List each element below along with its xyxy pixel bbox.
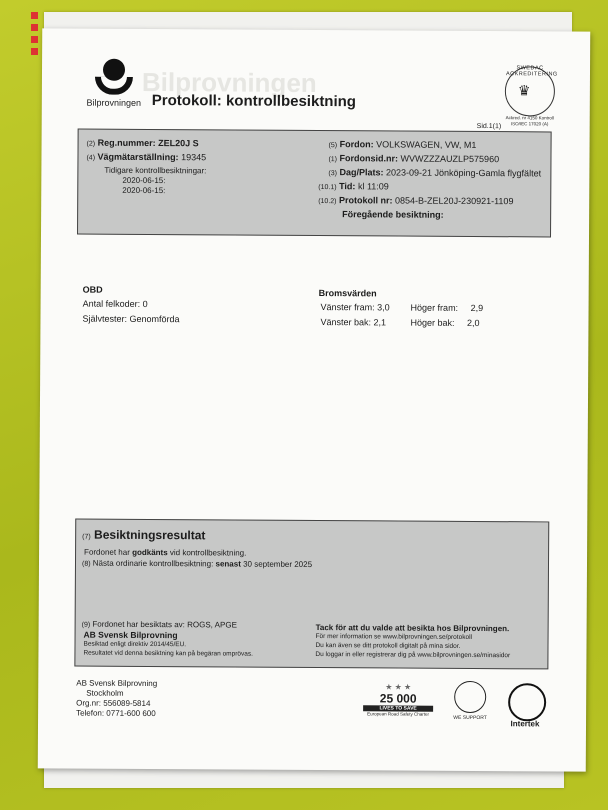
brake-left-front: 3,0 (377, 302, 390, 313)
previous-date: 2020-06-15: (122, 175, 166, 186)
previous-date: 2020-06-15: (122, 185, 166, 196)
next-inspection-date: 30 september 2025 (240, 559, 313, 569)
red-stamp-mark (31, 12, 38, 112)
stars-icon: ★ ★ ★ (385, 682, 412, 692)
badge-caption: European Road Safety Charter (367, 711, 429, 717)
footer-city: Stockholm (86, 688, 124, 698)
global-compact-badge (450, 681, 490, 721)
footer-orgnr: Org.nr: 556089-5814 (76, 698, 151, 709)
protocol-number: 0854-B-ZEL20J-230921-1109 (395, 195, 514, 207)
obd-title: OBD (82, 284, 103, 295)
date-place: 2023-09-21 Jönköping-Gamla flygfältet (385, 167, 542, 179)
footer-company: AB Svensk Bilprovning (76, 678, 158, 689)
vehicle-make: VOLKSWAGEN, VW, M1 (376, 139, 477, 150)
logo-swoosh-icon (95, 77, 133, 95)
brake-right-rear: 2,0 (466, 317, 480, 329)
intertek-globe-icon (508, 683, 546, 721)
accreditation-text: Ackred. nr 4150 Kontroll ISO/IEC 17020 (A) (505, 115, 554, 126)
directive: Besiktad enligt direktiv 2014/45/EU. (83, 640, 187, 649)
inspectors: Fordonet har besiktats av: ROGS, APGE (92, 619, 237, 630)
brakes-title: Bromsvärden (318, 288, 377, 299)
obd-error-codes: Antal felkoder: 0 (82, 298, 148, 309)
swedac-seal (505, 65, 558, 116)
previous-inspections-label: Tidigare kontrollbesiktningar: (104, 165, 207, 176)
footer-phone: Telefon: 0771-600 600 (76, 708, 156, 719)
approved-status: godkänts (132, 547, 168, 558)
inspection-protocol-page: Bilprovningen Bilprovningen Protokoll: kontrollbesiktning SWEDAC ACKREDITERING ♛ Ackred. nr 4150 Kontroll ISO/IEC 17020 (A) Sid.1(1) (2) Reg.nummer: ZEL20J S (4) Vägmätarställning: 19345 Tidigare kontrollbesiktningar: 2020-06-15: 2020-06-15: (5) Fordon: VOLKSWAGEN, VW, M1 (1) Fordonsid.nr: WVWZZZAUZLP575960 (3) Dag/Plats: 2023-09-21 Jönköping-Gamla flygfältet (10.1) Tid: kl 11:09 (10.2) Protokoll nr: 0854-B-ZEL20J-230921-1109 Föregående besiktning: OBD Antal felkoder: 0 Självtester: Genomförda Bromsvärden Vänster fram: 3,0 Höger fram: 2,9 Vänster bak: 2,1 Höger bak: 2,0 (7) Besiktningsresultat Fordonet har godkänts vid kontrollbesiktning. (8) Nästa ordinarie kontrollbesiktning: senast 30 september 2025 (9) Fordonet har besiktats av: ROGS, APGE AB Svensk Bilprovning Besiktad enligt direktiv 2014/45/EU. Resultatet vid denna besiktning kan på begäran omprövas. Tack för att du valde att besikta hos Bilprovningen. För mer information se www.bilprovningen.se/protokoll Du kan även se ditt protokoll digitalt på mina sidor. Du loggar in eller registrerar dig på www.bilprovningen.se/minasidor AB Svensk Bilprovning Stockholm Org.nr: 556089-5814 Telefon: 0771-600 600 ★ ★ ★ 25 000 LIVES TO SAVE European Road Safety Charter WE SUPPORT Intertek (38, 28, 591, 771)
result-title: Besiktningsresultat (94, 527, 206, 543)
vehicle-info-box: (2) Reg.nummer: ZEL20J S (4) Vägmätarställning: 19345 Tidigare kontrollbesiktningar: 2020-06-15: 2020-06-15: (5) Fordon: VOLKSWAGEN, VW, M1 (1) Fordonsid.nr: WVWZZZAUZLP575960 (3) Dag/Plats: 2023-09-21 Jönköping-Gamla flygfältet (10.1) Tid: kl 11:09 (10.2) Protokoll nr: 0854-B-ZEL20J-230921-1109 Föregående besiktning: (77, 129, 552, 238)
brake-right-front: 2,9 (470, 302, 484, 314)
logo-brand: Bilprovningen (86, 97, 142, 108)
bilprovningen-logo (84, 59, 144, 108)
page-number: Sid.1(1) (476, 122, 502, 131)
vin: WVWZZZAUZLP575960 (400, 153, 500, 165)
badge-subtitle: LIVES TO SAVE (363, 705, 433, 711)
intertek-label: Intertek (510, 719, 540, 729)
page-title: Protokoll: kontrollbesiktning (151, 92, 357, 111)
reg-number: ZEL20J S (158, 138, 199, 149)
info-protocol-link: För mer information se www.bilprovningen.se/protokoll (315, 633, 473, 641)
badge-number: 25 000 (379, 691, 417, 706)
crowns-icon: ♛ (517, 82, 531, 99)
road-safety-badge (363, 682, 433, 716)
info-digital: Du kan även se ditt protokoll digitalt på mina sidor. (315, 642, 461, 650)
time: kl 11:09 (357, 181, 389, 192)
thanks-text: Tack för att du valde att besikta hos Bilprovningen. (315, 623, 510, 634)
odometer-value: 19345 (181, 152, 207, 163)
review-note: Resultatet vid denna besiktning kan på begäran omprövas. (83, 649, 253, 658)
company-name: AB Svensk Bilprovning (83, 629, 178, 641)
result-box: (7) Besiktningsresultat Fordonet har godkänts vid kontrollbesiktning. (8) Nästa ordinarie kontrollbesiktning: senast 30 september 2025 (9) Fordonet har besiktats av: ROGS, APGE AB Svensk Bilprovning Besiktad enligt direktiv 2014/45/EU. Resultatet vid denna besiktning kan på begäran omprövas. Tack för att du valde att besikta hos Bilprovningen. För mer information se www.bilprovningen.se/protokoll Du kan även se ditt protokoll digitalt på mina sidor. Du loggar in eller registrerar dig på www.bilprovningen.se/minasidor (74, 519, 549, 670)
watermark-brand: Bilprovningen (141, 66, 317, 99)
obd-self-tests: Självtester: Genomförda (82, 313, 180, 325)
brake-left-rear: 2,1 (373, 317, 387, 328)
footer-address (76, 679, 157, 719)
global-compact-label: WE SUPPORT (453, 714, 487, 722)
previous-inspection-label: Föregående besiktning: (342, 209, 444, 220)
globe-icon (454, 681, 486, 713)
info-login-link: Du loggar in eller registrerar dig på www.bilprovningen.se/minasidor (315, 651, 511, 660)
swedac-seal-text: SWEDAC ACKREDITERING (505, 65, 558, 78)
